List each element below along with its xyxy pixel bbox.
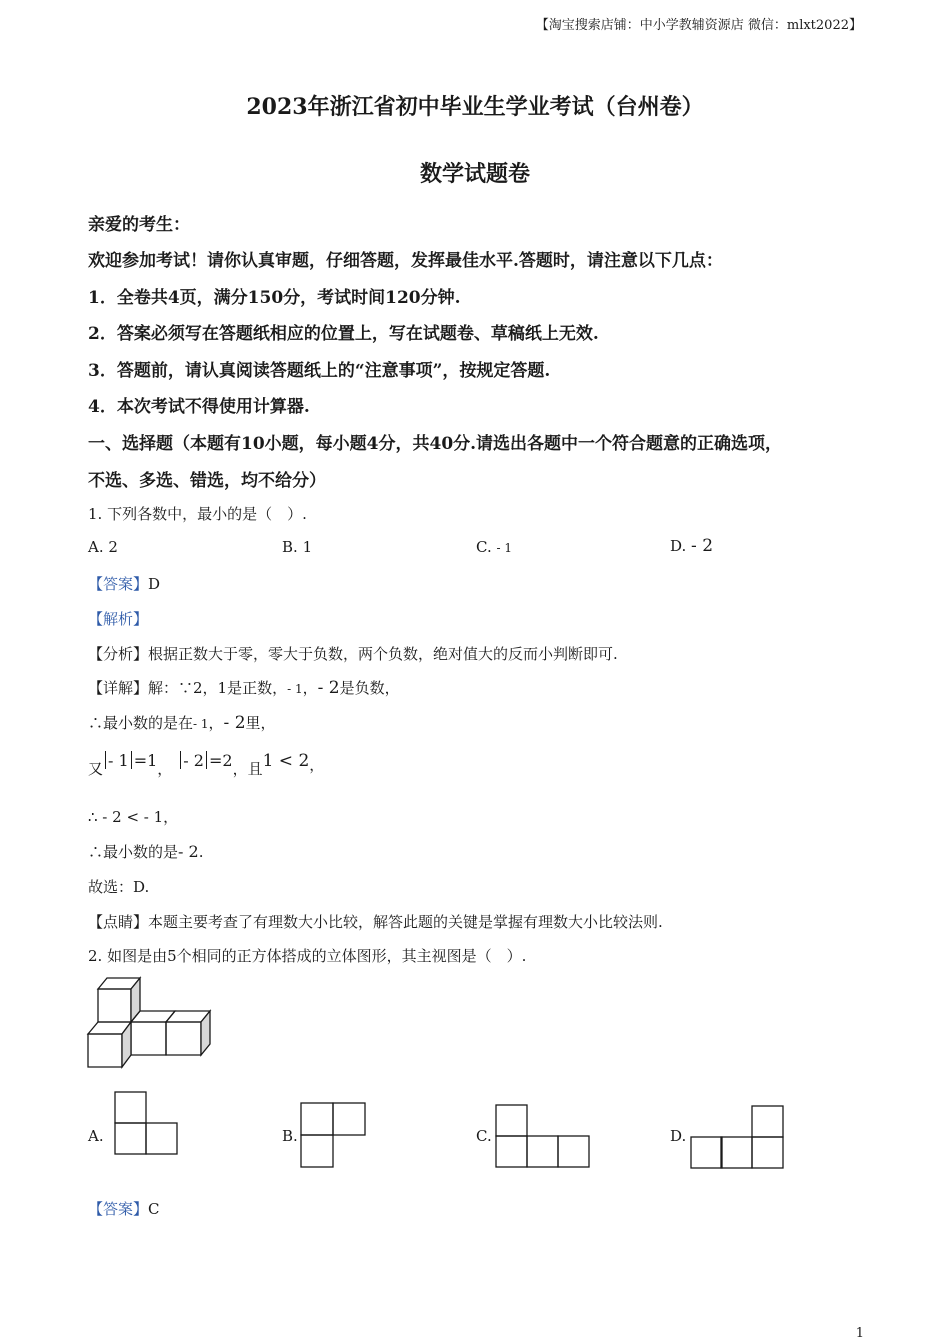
square <box>146 1123 177 1154</box>
q1-detail-line-5 <box>88 841 203 862</box>
q1-line5-text: ∴最小数的是 <box>88 843 179 861</box>
q1-option-c-value: - 1 <box>496 541 513 555</box>
cube-right-side <box>201 1011 210 1055</box>
q1-answer <box>88 573 160 594</box>
q1-option-b <box>282 538 312 556</box>
cube-top-side <box>131 978 140 1022</box>
q1-line2-end: 里， <box>245 714 276 732</box>
q2-answer-tag: 【答案】 <box>88 1200 149 1218</box>
q2-option-a-label: A. <box>88 1127 104 1145</box>
q1-comment-tag: 【点睛】 <box>88 913 149 931</box>
welcome-text: 欢迎参加考试！请你认真审题，仔细答题，发挥最佳水平.答题时，请注意以下几点： <box>88 251 723 271</box>
abs-bar-right-1 <box>131 751 132 769</box>
header-note: 【淘宝搜索店铺：中小学教辅资源店 微信：mlxt2022】 <box>535 18 862 33</box>
rule-2: 2．答案必须写在答题纸相应的位置上，写在试题卷、草稿纸上无效. <box>88 324 599 344</box>
q1-detail-end: 是负数， <box>339 679 400 697</box>
square <box>115 1123 146 1154</box>
q1-detail-line-3 <box>88 750 325 778</box>
q1-option-a-value: 2 <box>108 538 118 556</box>
q1-stem: 1. 下列各数中，最小的是（ ）. <box>88 505 307 523</box>
q1-line2-neg1: - 1 <box>193 717 209 731</box>
q1-comment <box>88 911 663 932</box>
q2-option-a-figure <box>114 1091 178 1155</box>
q1-option-d <box>670 536 713 556</box>
q1-detail-line-4: ∴ - 2 < - 1， <box>88 808 179 826</box>
cube-right-front <box>166 1022 201 1055</box>
q1-fenxi-text: 根据正数大于零，零大于负数，两个负数，绝对值大的反而小判断即可. <box>148 645 618 663</box>
section-heading-line-2: 不选、多选、错选，均不给分） <box>88 471 326 491</box>
cube-top-front <box>98 989 131 1022</box>
q1-detail-neg1: - 1 <box>287 682 303 696</box>
square <box>752 1137 783 1168</box>
q2-option-c-figure <box>495 1104 592 1168</box>
q1-option-a-label: A. <box>88 538 104 556</box>
q1-line2-neg2: - 2 <box>223 713 246 733</box>
cube-mid-front <box>131 1022 166 1055</box>
square <box>496 1136 527 1167</box>
q1-option-b-label: B. <box>282 538 298 556</box>
square <box>301 1103 333 1135</box>
square <box>721 1137 752 1168</box>
q2-solid-figure <box>86 976 216 1070</box>
square <box>115 1092 146 1123</box>
q1-option-b-value: 1 <box>302 538 313 556</box>
rule-1: 1．全卷共4页，满分150分，考试时间120分钟. <box>88 288 461 308</box>
q1-line3-you: 又 <box>88 760 104 778</box>
q1-line2-text: ∴最小数的是在 <box>88 714 194 732</box>
q1-comment-text: 本题主要考查了有理数大小比较，解答此题的关键是掌握有理数大小比较法则. <box>148 913 663 931</box>
square <box>527 1136 558 1167</box>
q1-option-d-label: D. <box>670 537 687 555</box>
q2-option-b-label: B. <box>282 1127 298 1145</box>
q1-detail-line-1 <box>88 677 400 698</box>
q2-answer <box>88 1198 160 1219</box>
q2-stem: 2. 如图是由5个相同的正方体搭成的立体图形，其主视图是（ ）. <box>88 947 527 965</box>
cube-front-front <box>88 1034 122 1067</box>
q1-option-a <box>88 538 118 556</box>
q1-fenxi <box>88 643 618 664</box>
page-number: 1 <box>855 1326 864 1341</box>
q1-choose: 故选：D. <box>88 878 150 896</box>
q2-option-d-label: D. <box>670 1127 687 1145</box>
q1-option-d-value: - 2 <box>691 536 714 556</box>
q1-answer-tag: 【答案】 <box>88 575 149 593</box>
q1-detail-tag: 【详解】 <box>88 679 149 697</box>
q1-line3-qie: ，且 <box>232 760 263 778</box>
q1-line2-comma: ， <box>208 714 224 732</box>
q1-detail-text: 解：∵2，1是正数， <box>148 679 288 697</box>
q1-fenxi-tag: 【分析】 <box>88 645 149 663</box>
exam-title: 2023年浙江省初中毕业生学业考试（台州卷） <box>246 94 704 120</box>
q1-line3-end: ， <box>309 756 325 774</box>
q1-detail-line-2 <box>88 712 276 733</box>
square <box>333 1103 365 1135</box>
square <box>691 1137 722 1168</box>
square <box>301 1135 333 1167</box>
cube-front-side <box>122 1022 131 1067</box>
square <box>752 1106 783 1137</box>
q1-line3-eq1: =1 <box>133 751 158 770</box>
q1-line3-sep: ， <box>157 760 173 778</box>
q1-analysis-tag: 【解析】 <box>88 610 149 628</box>
q1-line5-end: . <box>198 843 204 861</box>
q1-line5-value: - 2 <box>178 842 199 861</box>
q1-answer-value: D <box>148 575 161 593</box>
q2-option-c-label: C. <box>476 1127 492 1145</box>
rule-4: 4．本次考试不得使用计算器. <box>88 397 310 417</box>
square <box>496 1105 527 1136</box>
abs-bar-left-1 <box>105 751 106 769</box>
q1-detail-comma: ， <box>302 679 318 697</box>
q2-answer-value: C <box>148 1200 160 1218</box>
q1-line3-ineq: 1 < 2 <box>262 751 310 771</box>
square <box>558 1136 589 1167</box>
q1-line3-abs2: - 2 <box>183 751 204 770</box>
section-heading-line-1: 一、选择题（本题有10小题，每小题4分，共40分.请选出各题中一个符合题意的正确选项， <box>88 434 783 454</box>
q1-line3-eq2: =2 <box>208 751 233 770</box>
q1-line3-abs1: - 1 <box>108 751 129 770</box>
q1-detail-neg2: - 2 <box>317 678 340 698</box>
q1-option-c-label: C. <box>476 538 492 556</box>
q1-option-c <box>476 538 512 556</box>
rule-3: 3．答题前，请认真阅读答题纸上的“注意事项”，按规定答题. <box>88 361 551 381</box>
greeting: 亲爱的考生： <box>88 215 190 235</box>
abs-bar-right-2 <box>206 751 207 769</box>
q2-option-d-figure <box>690 1105 786 1169</box>
abs-bar-left-2 <box>180 751 181 769</box>
q2-option-b-figure <box>300 1102 367 1168</box>
exam-subtitle: 数学试题卷 <box>419 161 530 187</box>
